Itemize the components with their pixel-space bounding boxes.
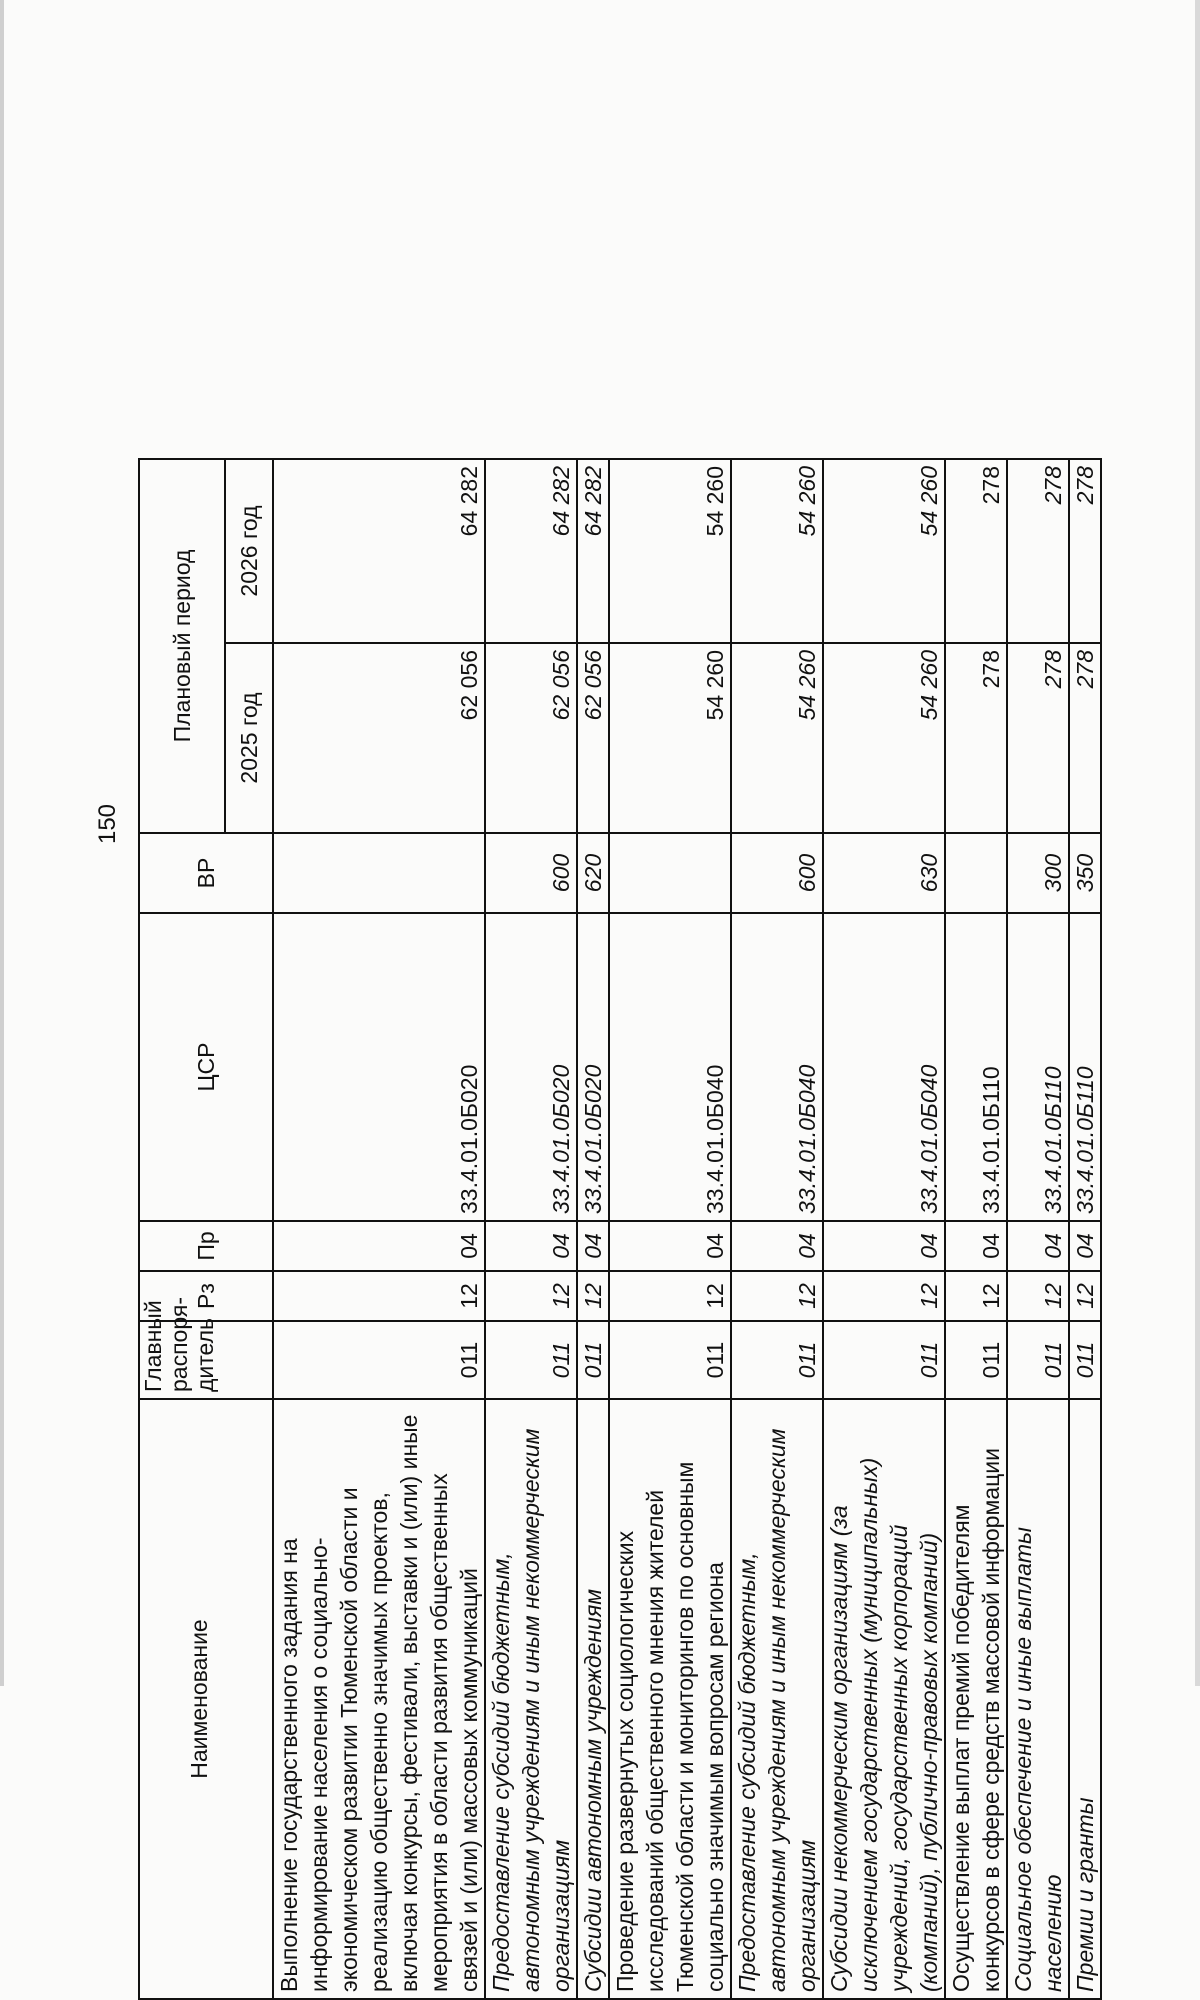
row-amount-2026: 278: [1069, 459, 1101, 643]
row-gr: 011: [609, 1321, 731, 1399]
row-pr: 04: [945, 1221, 1007, 1271]
table-row: [1069, 459, 1101, 1999]
row-csr: 33.4.01.0Б040: [609, 913, 731, 1221]
scan-edge-left: [0, 0, 4, 1686]
header-vr: ВР: [139, 833, 273, 913]
table-row: [485, 459, 577, 1999]
row-vr: 630: [823, 833, 945, 913]
row-gr: 011: [731, 1321, 823, 1399]
table-row: [945, 459, 1007, 1999]
row-pr: 04: [485, 1221, 577, 1271]
row-amount-2026: 54 260: [609, 459, 731, 643]
row-name: Премии и гранты: [1069, 1399, 1101, 1999]
row-amount-2025: 62 056: [485, 643, 577, 833]
row-csr: 33.4.01.0Б040: [823, 913, 945, 1221]
row-pr: 04: [1007, 1221, 1069, 1271]
row-csr: 33.4.01.0Б020: [485, 913, 577, 1221]
row-amount-2026: 64 282: [485, 459, 577, 643]
header-csr: ЦСР: [139, 913, 273, 1221]
row-pr: 04: [731, 1221, 823, 1271]
row-rz: 12: [273, 1271, 485, 1321]
row-gr: 011: [273, 1321, 485, 1399]
row-name: Осуществление выплат премий победителям конкурсов в сфере средств массовой информации: [945, 1399, 1007, 1999]
budget-table: [138, 458, 1102, 2000]
page-number: 150: [94, 803, 121, 845]
row-amount-2025: 278: [1069, 643, 1101, 833]
row-csr: 33.4.01.0Б040: [731, 913, 823, 1221]
row-gr: 011: [1007, 1321, 1069, 1399]
row-rz: 12: [485, 1271, 577, 1321]
row-csr: 33.4.01.0Б110: [1007, 913, 1069, 1221]
row-name: Социальное обеспечение и иные выплаты населению: [1007, 1399, 1069, 1999]
row-amount-2026: 54 260: [731, 459, 823, 643]
row-name: Предоставление субсидий бюджетным, автономным учреждениям и иным некоммерческим организациям: [485, 1399, 577, 1999]
row-amount-2026: 64 282: [577, 459, 609, 643]
row-vr: 600: [485, 833, 577, 913]
row-gr: 011: [1069, 1321, 1101, 1399]
table-row: [609, 459, 731, 1999]
header-rz: Рз: [139, 1271, 273, 1321]
rotated-table-wrapper: [138, 460, 1102, 2000]
row-amount-2025: 54 260: [823, 643, 945, 833]
row-name: Субсидии некоммерческим организациям (за исключением государственных (муниципальных) учреждений, государственных корпораций (компаний), публично-правовых компаний): [823, 1399, 945, 1999]
row-rz: 12: [823, 1271, 945, 1321]
header-gr: Главный распоря- дитель: [139, 1321, 273, 1399]
row-rz: 12: [1069, 1271, 1101, 1321]
table-row: [823, 459, 945, 1999]
row-gr: 011: [945, 1321, 1007, 1399]
row-pr: 04: [609, 1221, 731, 1271]
row-vr: 600: [731, 833, 823, 913]
table-row: [1007, 459, 1069, 1999]
row-name: Проведение развернутых социологических исследований общественного мнения жителей Тюменской области и мониторингов по основным социально значимым вопросам региона: [609, 1399, 731, 1999]
scan-edge-right: [1195, 0, 1200, 1686]
row-rz: 12: [1007, 1271, 1069, 1321]
header-period: Плановый период: [139, 459, 225, 833]
row-amount-2025: 278: [1007, 643, 1069, 833]
row-rz: 12: [609, 1271, 731, 1321]
row-amount-2025: 54 260: [609, 643, 731, 833]
row-amount-2026: 54 260: [823, 459, 945, 643]
row-vr: 620: [577, 833, 609, 913]
row-vr: [945, 833, 1007, 913]
row-pr: 04: [273, 1221, 485, 1271]
row-rz: 12: [577, 1271, 609, 1321]
row-rz: 12: [945, 1271, 1007, 1321]
row-csr: 33.4.01.0Б110: [945, 913, 1007, 1221]
row-amount-2025: 278: [945, 643, 1007, 833]
row-amount-2026: 278: [945, 459, 1007, 643]
row-vr: 350: [1069, 833, 1101, 913]
row-csr: 33.4.01.0Б020: [273, 913, 485, 1221]
row-amount-2025: 54 260: [731, 643, 823, 833]
row-rz: 12: [731, 1271, 823, 1321]
table-row: [577, 459, 609, 1999]
row-name: Субсидии автономным учреждениям: [577, 1399, 609, 1999]
table-row: [731, 459, 823, 1999]
row-pr: 04: [823, 1221, 945, 1271]
row-vr: [609, 833, 731, 913]
header-name: Наименование: [139, 1399, 273, 1999]
header-year-2025: 2025 год: [225, 643, 273, 833]
row-gr: 011: [823, 1321, 945, 1399]
header-year-2026: 2026 год: [225, 459, 273, 643]
row-name: Предоставление субсидий бюджетным, автономным учреждениям и иным некоммерческим организациям: [731, 1399, 823, 1999]
row-amount-2026: 278: [1007, 459, 1069, 643]
row-amount-2025: 62 056: [577, 643, 609, 833]
row-name: Выполнение государственного задания на информирование населения о социально-экономическом развитии Тюменской области и реализацию общественно значимых проектов, включая конкурсы, фестивали, выставки и (или) иные мероприятия в области развития общественных связей и (или) массовых коммуникаций: [273, 1399, 485, 1999]
row-gr: 011: [577, 1321, 609, 1399]
row-amount-2026: 64 282: [273, 459, 485, 643]
row-gr: 011: [485, 1321, 577, 1399]
table-row: [273, 459, 485, 1999]
row-amount-2025: 62 056: [273, 643, 485, 833]
row-pr: 04: [577, 1221, 609, 1271]
row-csr: 33.4.01.0Б020: [577, 913, 609, 1221]
row-vr: 300: [1007, 833, 1069, 913]
header-pr: Пр: [139, 1221, 273, 1271]
row-vr: [273, 833, 485, 913]
row-csr: 33.4.01.0Б110: [1069, 913, 1101, 1221]
row-pr: 04: [1069, 1221, 1101, 1271]
